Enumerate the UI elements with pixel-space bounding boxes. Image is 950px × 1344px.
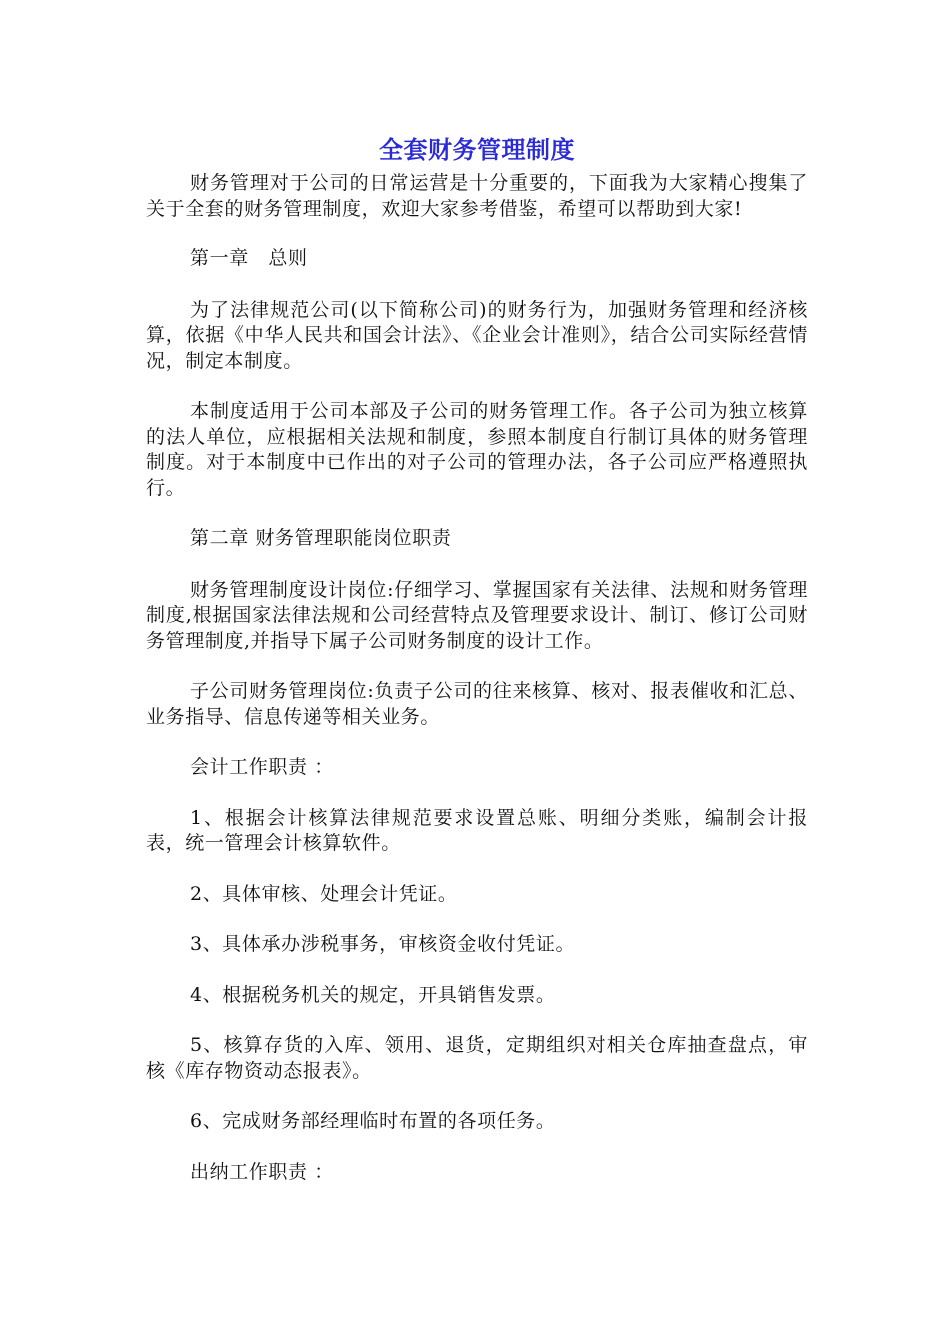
intro-paragraph: 财务管理对于公司的日常运营是十分重要的，下面我为大家精心搜集了关于全套的财务管理制度，欢迎大家参考借鉴，希望可以帮助到大家! xyxy=(146,172,808,220)
list-item: 5、核算存货的入库、领用、退货，定期组织对相关仓库抽查盘点，审核《库存物资动态报表》。 xyxy=(146,1034,808,1082)
accounting-duties-heading: 会计工作职责 ： xyxy=(190,756,334,778)
document-title: 全套财务管理制度 xyxy=(379,136,575,164)
cashier-duties-heading: 出纳工作职责 ： xyxy=(190,1160,334,1183)
chapter-two-heading: 第二章 财务管理职能岗位职责 xyxy=(190,527,452,549)
document-page xyxy=(146,133,808,1210)
paragraph-scope: 本制度适用于公司本部及子公司的财务管理工作。各子公司为独立核算的法人单位，应根据相关法规和制度，参照本制度自行制订具体的财务管理制度。对于本制度中已作出的对子公司的管理办法，各子公司应严格遵照执行。 xyxy=(146,400,808,499)
list-item: 1、根据会计核算法律规范要求设置总账、明细分类账，编制会计报表，统一管理会计核算软件。 xyxy=(146,806,808,854)
paragraph-subsidiary-post: 子公司财务管理岗位:负责子公司的往来核算、核对、报表催收和汇总、业务指导、信息传递等相关业务。 xyxy=(146,680,808,728)
list-item: 3、具体承办涉税事务，审核资金收付凭证。 xyxy=(190,933,576,955)
list-item: 2、具体审核、处理会计凭证。 xyxy=(190,882,458,905)
list-item: 4、根据税务机关的规定，开具销售发票。 xyxy=(190,983,556,1006)
list-item: 6、完成财务部经理临时布置的各项任务。 xyxy=(190,1110,556,1132)
paragraph-purpose: 为了法律规范公司(以下简称公司)的财务行为，加强财务管理和经济核算，依据《中华人民共和国会计法》、《企业会计准则》，结合公司实际经营情况，制定本制度。 xyxy=(146,298,808,372)
chapter-one-heading: 第一章 总则 xyxy=(190,247,308,269)
paragraph-design-post: 财务管理制度设计岗位:仔细学习、掌握国家有关法律、法规和财务管理制度,根据国家法律法规和公司经营特点及管理要求设计、制订、修订公司财务管理制度,并指导下属子公司财务制度的设计工作。 xyxy=(146,578,808,652)
